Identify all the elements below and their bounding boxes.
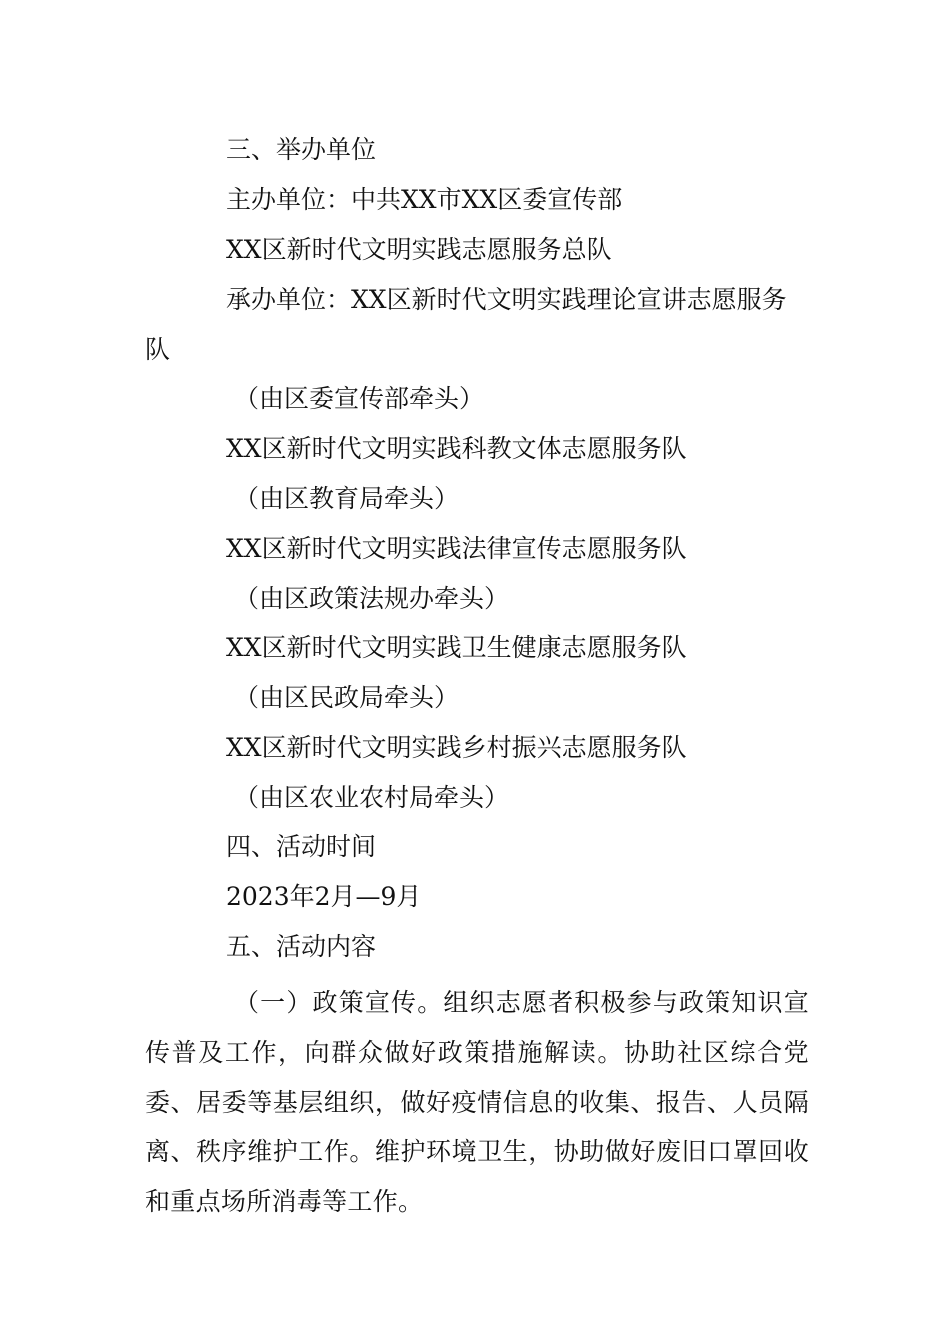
section-heading-content: 五、活动内容 (226, 932, 377, 961)
content-paragraph-policy: （一）政策宣传。组织志愿者积极参与政策知识宣传普及工作，向群众做好政策措施解读。协助社区综合党委、居委等基层组织，做好疫情信息的收集、报告、人员隔离、秩序维护工作。维护环境卫生，协助做好废旧口罩回收和重点场所消毒等工作。 (145, 988, 809, 1217)
team-line-science: XX区新时代文明实践科教文体志愿服务队 (226, 434, 687, 463)
team-lead-note-law: （由区政策法规办牵头） (234, 584, 510, 613)
sponsor-line-2: XX区新时代文明实践志愿服务总队 (226, 235, 612, 264)
section-heading-organizers: 三、举办单位 (226, 135, 377, 164)
team-line-health: XX区新时代文明实践卫生健康志愿服务队 (226, 633, 687, 662)
organizer-line: 承办单位：XX区新时代文明实践理论宣讲志愿服务 (226, 285, 787, 314)
organizer-line-wrap: 队 (145, 335, 171, 364)
team-line-rural: XX区新时代文明实践乡村振兴志愿服务队 (226, 733, 687, 762)
team-lead-note-science: （由区教育局牵头） (234, 484, 460, 513)
team-lead-note-health: （由区民政局牵头） (234, 683, 460, 712)
organizer-lead-note: （由区委宣传部牵头） (234, 384, 485, 413)
team-line-law: XX区新时代文明实践法律宣传志愿服务队 (226, 534, 687, 563)
activity-time: 2023年2月—9月 (226, 882, 422, 911)
sponsor-line: 主办单位：中共XX市XX区委宣传部 (226, 185, 623, 214)
section-heading-time: 四、活动时间 (226, 832, 377, 861)
team-lead-note-rural: （由区农业农村局牵头） (234, 783, 510, 812)
